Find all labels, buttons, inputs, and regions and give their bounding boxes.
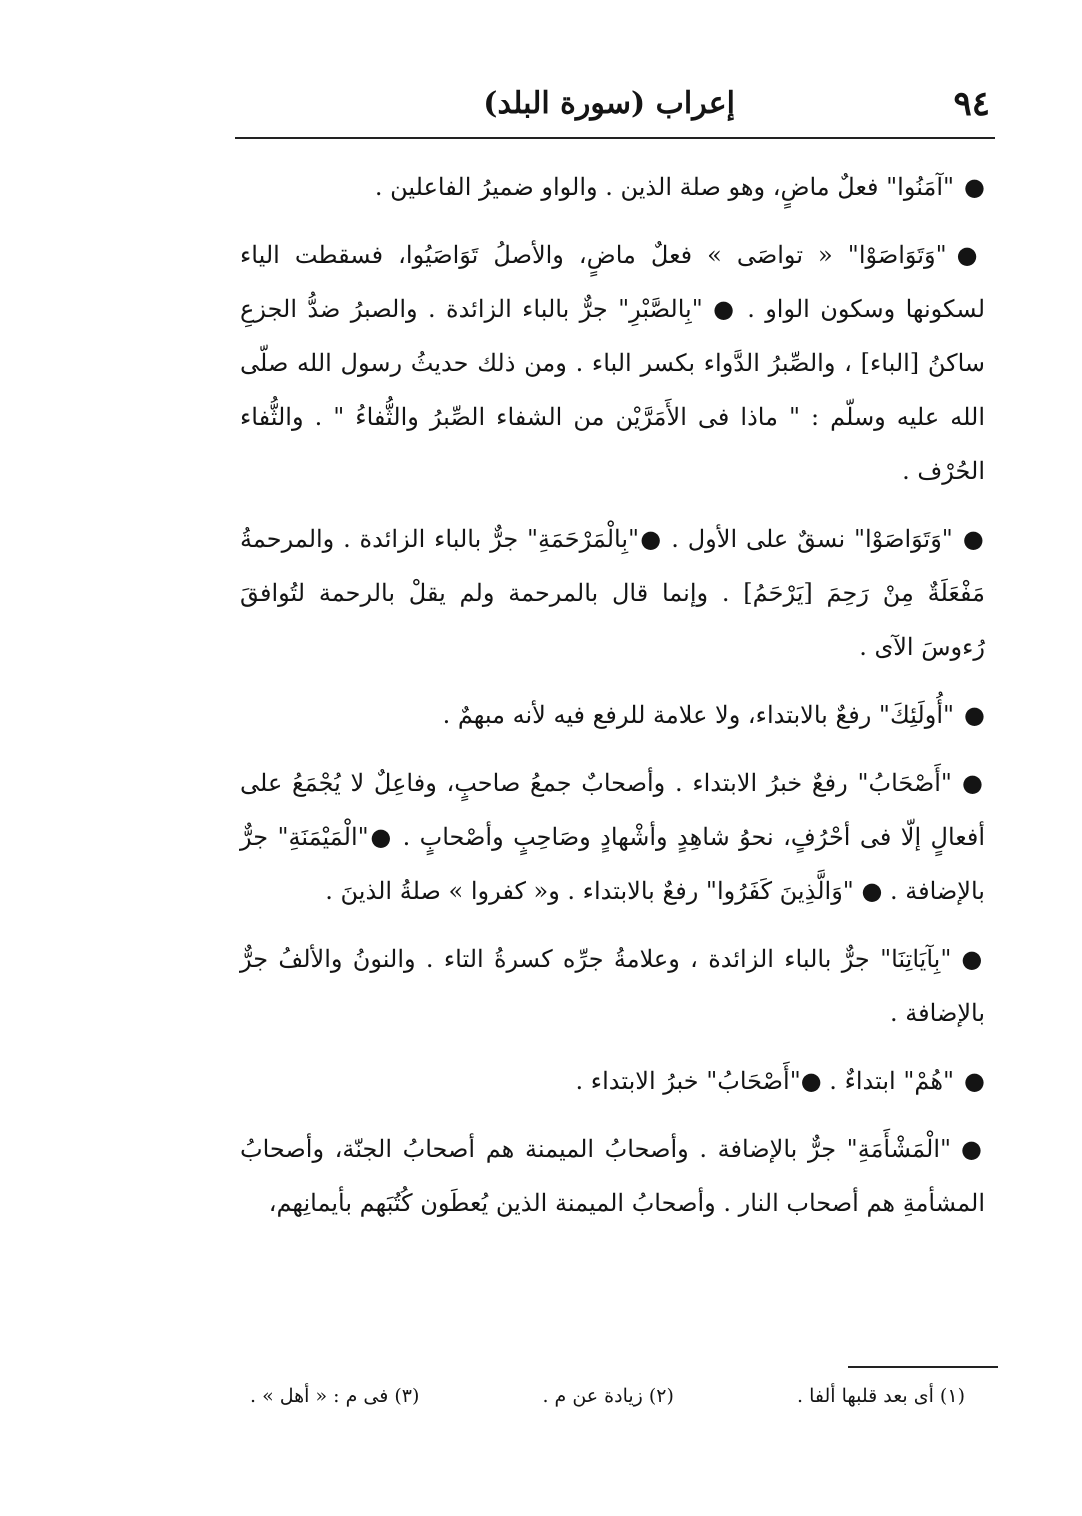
entry-text: "وَتَوَاصَوْا" « تواصَى » فعلٌ ماضٍ، والأصلُ تَوَاصَيُوا، فسقطت الياء لسكونها وسكون الواو . ● "بِالصَّبْرِ" جرٌّ بالباء الزائدة . والصبرُ ضدُّ الجزعِ ساكنُ [الباء] ، والصِّبرُ الدَّواء بكسر الباء . ومن ذلك حديثُ رسول الله صلّى الله عليه وسلّم : " ماذا فى الأَمَرَّيْن من الشفاء الصِّبرُ والثُّفاءُ " . والثُّفاء الحُرْف . bbox=[240, 241, 985, 485]
entry-3 bbox=[240, 512, 985, 674]
footnote-3: (٣) فى م : « أهل » . bbox=[250, 1385, 420, 1407]
page-header bbox=[235, 84, 990, 132]
entry-text: "هُمْ" ابتداءٌ . ●"أَصْحَابُ" خبرُ الابتداء . bbox=[575, 1067, 955, 1095]
bullet-icon: ● bbox=[961, 1134, 985, 1163]
running-title: إعراب (سورة البلد) bbox=[483, 86, 735, 121]
entry-7 bbox=[240, 1054, 985, 1108]
entry-text: "آمَنُوا" فعلٌ ماضٍ، وهو صلة الذين . والواو ضميرُ الفاعلين . bbox=[374, 173, 955, 201]
entry-8 bbox=[240, 1122, 985, 1230]
bullet-icon: ● bbox=[961, 768, 985, 797]
page-number: ٩٤ bbox=[953, 84, 990, 124]
bullet-icon: ● bbox=[964, 1066, 985, 1095]
body-text bbox=[240, 160, 985, 1244]
header-divider bbox=[235, 137, 995, 139]
entry-text: "بِآيَاتِنَا" جرٌّ بالباء الزائدة ، وعلامةُ جرِّه كسرةُ التاء . والنونُ والألفُ جرٌّ بالإضافة . bbox=[240, 945, 985, 1027]
bullet-icon: ● bbox=[964, 700, 985, 729]
footnote-2: (٢) زيادة عن م . bbox=[542, 1385, 674, 1407]
bullet-icon: ● bbox=[961, 944, 985, 973]
footnotes bbox=[250, 1385, 965, 1407]
entry-6 bbox=[240, 932, 985, 1040]
footnote-divider bbox=[848, 1366, 998, 1368]
entry-5 bbox=[240, 756, 985, 918]
entry-text: "أَصْحَابُ" رفعٌ خبرُ الابتداء . وأصحابٌ جمعُ صاحبٍ، وفاعِلٌ لا يُجْمَعُ على أفعالٍ إلّا فى أحْرُفٍ، نحوُ شاهِدٍ وأشْهادٍ وصَاحِبٍ وأصْحابٍ . ●"الْمَيْمَنَةِ" جرٌّ بالإضافة . ● "وَالَّذِينَ كَفَرُوا" رفعٌ بالابتداء . و« كفروا » صلةُ الذينَ . bbox=[240, 769, 985, 905]
footnote-1: (١) أى بعد قلبها ألفا . bbox=[797, 1385, 965, 1407]
bullet-icon: ● bbox=[962, 524, 985, 553]
entry-1 bbox=[240, 160, 985, 214]
entry-4 bbox=[240, 688, 985, 742]
entry-text: "أُولَئِكَ" رفعٌ بالابتداء، ولا علامة للرفع فيه لأنه مبهمٌ . bbox=[442, 701, 955, 729]
entry-text: "وَتَوَاصَوْا" نسقٌ على الأول . ●"بِالْمَرْحَمَةِ" جرٌّ بالباء الزائدة . والمرحمةُ مَفْعَلَةٌ مِنْ رَحِمَ [يَرْحَمُ] . وإنما قال بالمرحمة ولم يقلْ بالرحمة لتُوافقَ رُءوسَ الآى . bbox=[240, 525, 985, 661]
bullet-icon: ● bbox=[964, 172, 985, 201]
bullet-icon: ● bbox=[956, 240, 985, 269]
entry-2 bbox=[240, 228, 985, 498]
entry-text: "الْمَشْأَمَةِ" جرٌّ بالإضافة . وأصحابُ الميمنة هم أصحابُ الجنّة، وأصحابُ المشأمةِ هم أصحاب النار . وأصحابُ الميمنة الذين يُعطَون كُتُبَهم بأيمانِهم، bbox=[240, 1135, 985, 1217]
